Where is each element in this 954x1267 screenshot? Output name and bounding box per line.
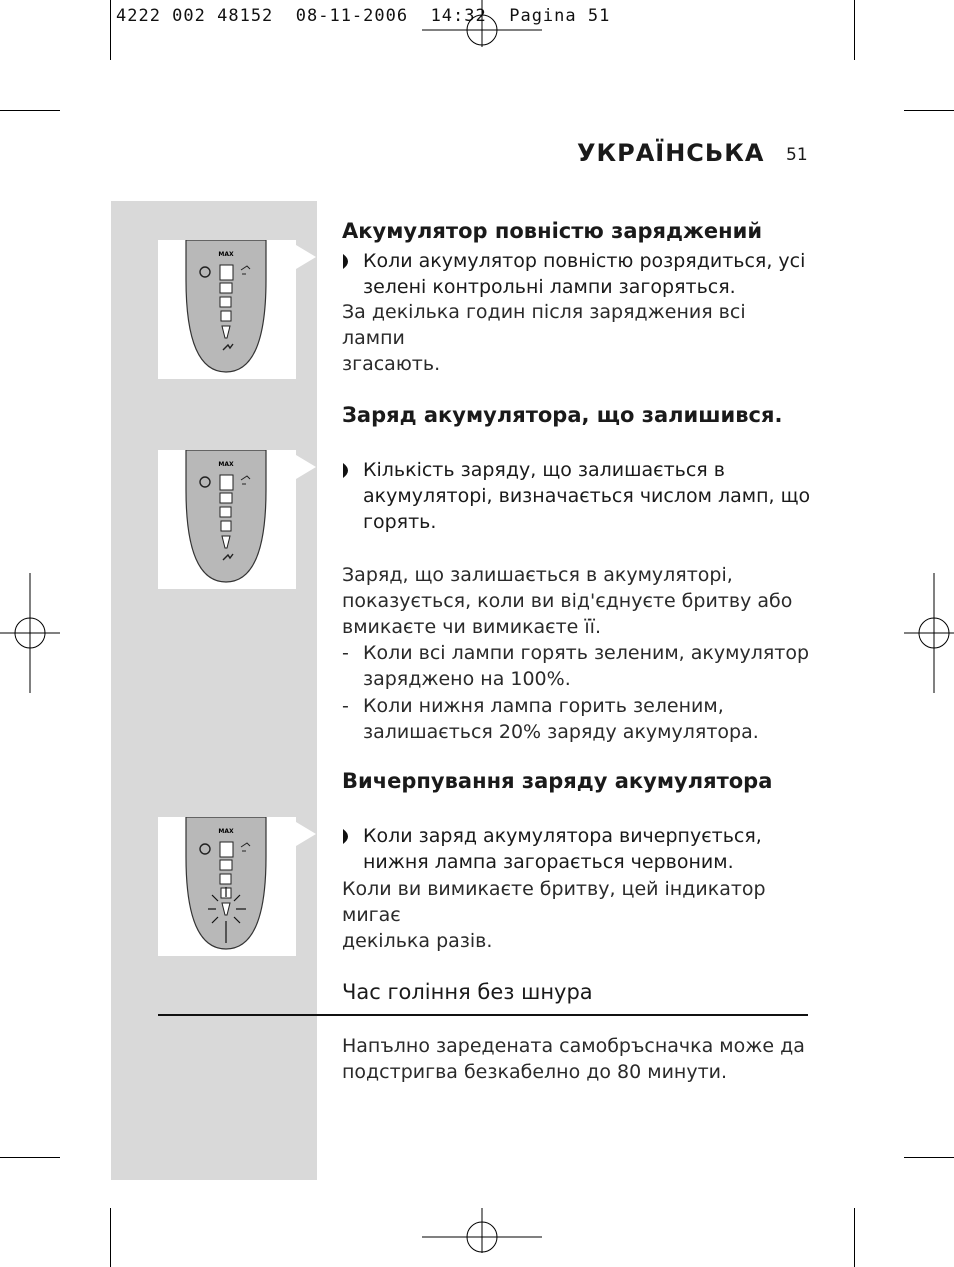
bullet-icon — [342, 829, 353, 844]
section-heading-full: Акумулятор повністю заряджений — [342, 219, 763, 243]
shaver-display-illustration-full — [158, 240, 296, 379]
max-label: MAX — [218, 828, 234, 835]
max-label: MAX — [218, 461, 234, 468]
bullet-remaining: Кількість заряду, що залишається в акумуляторі, визначається числом ламп, що горять. — [342, 457, 812, 535]
print-header: 4222 002 48152 08-11-2006 14:32 Pagina 51 — [116, 6, 611, 26]
paragraph-remaining: Заряд, що залишається в акумуляторі, показується, коли ви від'єднуєте бритву або вмикаєте чи вимикаєте її. — [342, 564, 793, 638]
illustration-pointer — [296, 245, 316, 269]
list-item: - Коли нижня лампа горить зеленим, залишається 20% заряду акумулятора. — [342, 695, 759, 743]
illustration-pointer — [296, 455, 316, 479]
paragraph-cordless: Напълно заредената самобръсначка може да подстригва безкабелно до 80 минути. — [342, 1035, 805, 1083]
bullet-icon — [342, 463, 353, 478]
bullet-icon — [342, 254, 353, 269]
section-heading-remaining: Заряд акумулятора, що залишився. — [342, 403, 783, 427]
illustration-pointer — [296, 822, 316, 846]
page-number: 51 — [786, 145, 808, 165]
section-divider — [158, 1014, 808, 1016]
shaver-display-illustration-remaining — [158, 450, 296, 589]
list-item: - Коли всі лампи горять зеленим, акумулятор заряджено на 100%. — [342, 642, 810, 690]
list-dash: - — [342, 642, 349, 664]
bullet-full: Коли акумулятор повністю розрядиться, усі зелені контрольні лампи загоряться. — [342, 248, 812, 300]
section-heading-cordless: Час гоління без шнура — [342, 980, 593, 1004]
language-title: УКРАЇНСЬКА — [577, 139, 765, 167]
section-heading-depleted: Вичерпування заряду акумулятора — [342, 769, 773, 793]
list-dash: - — [342, 695, 349, 717]
paragraph-depleted: Коли ви вимикаєте бритву, цей індикатор мигає декілька разів. — [342, 878, 766, 952]
shaver-display-illustration-depleted — [158, 817, 296, 956]
paragraph-full: За декілька годин після заряджения всі лампи згасають. — [342, 301, 746, 375]
max-label: MAX — [218, 251, 234, 258]
bullet-depleted: Коли заряд акумулятора вичерпується, нижня лампа загорається червоним. — [342, 823, 812, 875]
